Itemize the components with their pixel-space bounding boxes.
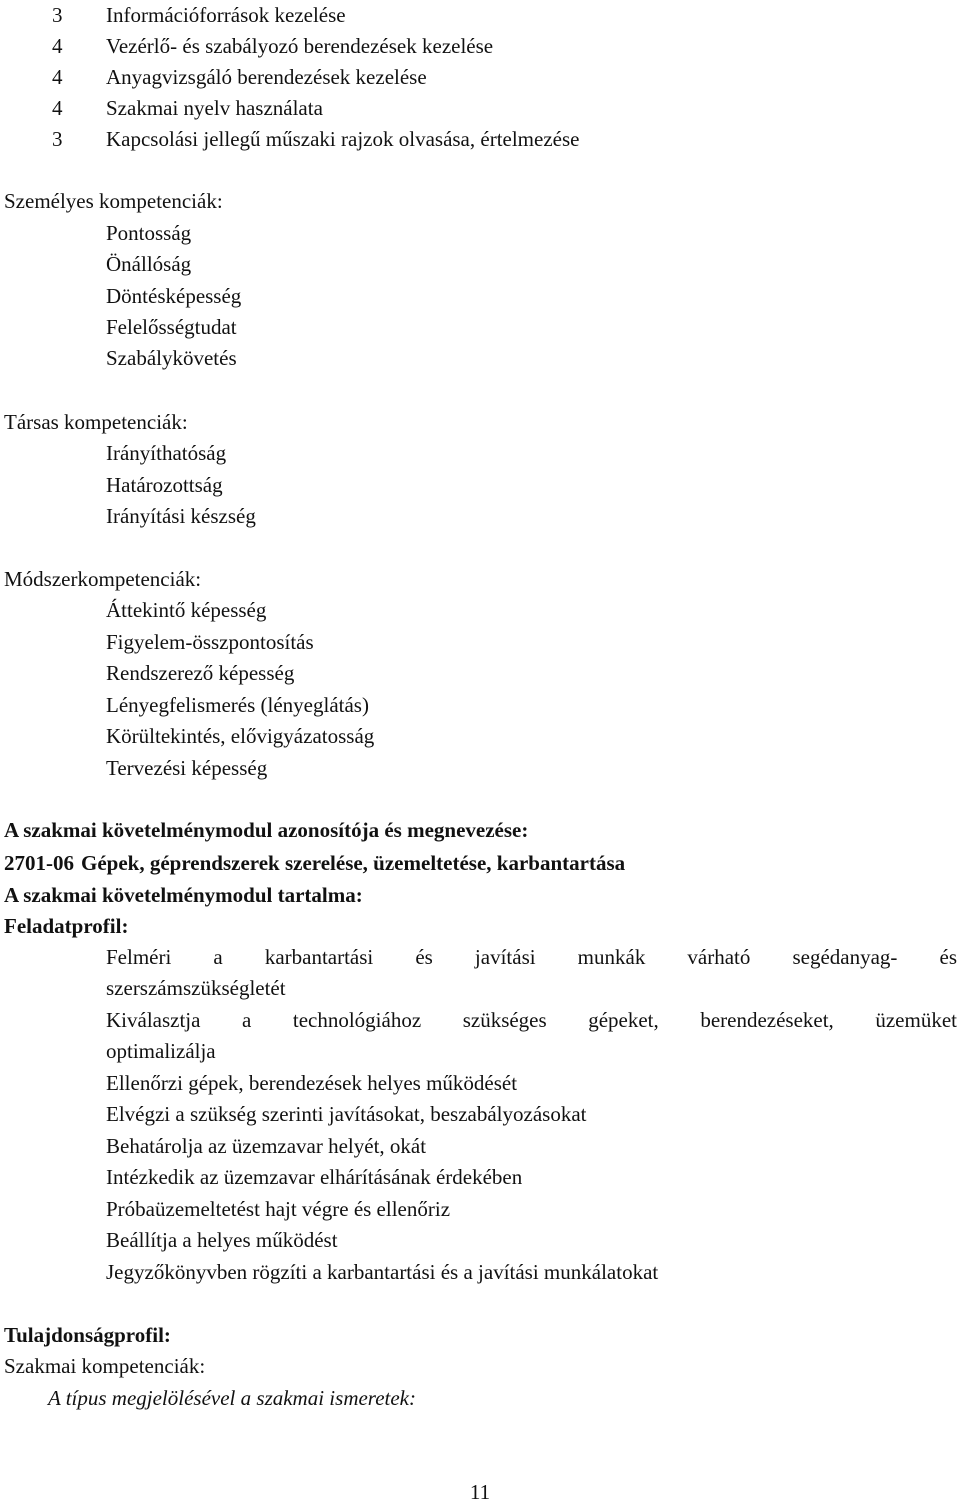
- method-item: [4, 595, 960, 625]
- competency-text: Figyelem-összpontosítás: [106, 630, 314, 654]
- task-text: Intézkedik az üzemzavar elhárításának érdekében: [106, 1165, 523, 1189]
- task-item: [4, 1099, 960, 1129]
- competency-text: Pontosság: [106, 221, 192, 245]
- competency-text: Áttekintő képesség: [106, 598, 267, 622]
- module-title: [4, 848, 960, 878]
- list-item-level: 4: [52, 96, 63, 120]
- method-item: [4, 721, 960, 751]
- task-profile-heading: Feladatprofil:: [4, 914, 129, 938]
- knowledge-text: A típus megjelölésével a szakmai ismeretek:: [48, 1386, 416, 1410]
- list-item: [4, 62, 960, 92]
- task-item-continued: [4, 973, 960, 1003]
- task-item: [4, 1068, 960, 1098]
- social-item: [4, 501, 960, 531]
- social-competencies-heading: Társas kompetenciák:: [4, 410, 188, 434]
- competency-text: Döntésképesség: [106, 284, 242, 308]
- task-item: [4, 1162, 960, 1192]
- personal-competencies-heading: Személyes kompetenciák:: [4, 189, 223, 213]
- task-text: Felméri a karbantartási és javítási munkák várható segédanyag- és: [106, 945, 957, 969]
- task-item: [4, 1005, 960, 1035]
- task-item: [4, 1194, 960, 1224]
- page-number: 11: [469, 1480, 491, 1504]
- task-item: [4, 942, 960, 972]
- module-name: Gépek, géprendszerek szerelése, üzemeltetése, karbantartása: [81, 851, 626, 875]
- social-item: [4, 470, 960, 500]
- method-item: [4, 690, 960, 720]
- competency-text: Szabálykövetés: [106, 346, 237, 370]
- task-item: [4, 1131, 960, 1161]
- competency-text: Rendszerező képesség: [106, 661, 295, 685]
- method-item: [4, 753, 960, 783]
- list-item-text: Kapcsolási jellegű műszaki rajzok olvasása, értelmezése: [106, 127, 580, 151]
- list-item-text: Anyagvizsgáló berendezések kezelése: [106, 65, 427, 89]
- list-item-level: 4: [52, 34, 63, 58]
- personal-item: [4, 343, 960, 373]
- task-text: optimalizálja: [106, 1039, 216, 1063]
- task-text: Jegyzőkönyvben rögzíti a karbantartási és a javítási munkálatokat: [106, 1260, 659, 1284]
- task-item: [4, 1257, 960, 1287]
- list-item-level: 3: [52, 127, 63, 151]
- module-code: 2701-06: [4, 851, 74, 875]
- task-item-continued: [4, 1036, 960, 1066]
- task-text: Kiválasztja a technológiához szükséges gépeket, berendezéseket, üzemüket: [106, 1008, 957, 1032]
- competency-text: Irányíthatóság: [106, 441, 227, 465]
- list-item-level: 4: [52, 65, 63, 89]
- task-text: Beállítja a helyes működést: [106, 1228, 338, 1252]
- social-item: [4, 438, 960, 468]
- competency-text: Felelősségtudat: [106, 315, 237, 339]
- method-item: [4, 627, 960, 657]
- module-id-heading: A szakmai követelménymodul azonosítója és megnevezése:: [4, 818, 529, 842]
- list-item: [4, 0, 960, 30]
- method-competencies-heading: Módszerkompetenciák:: [4, 567, 202, 591]
- personal-item: [4, 218, 960, 248]
- list-item-text: Szakmai nyelv használata: [106, 96, 323, 120]
- list-item: [4, 31, 960, 61]
- module-content-heading: A szakmai követelménymodul tartalma:: [4, 883, 363, 907]
- task-text: Behatárolja az üzemzavar helyét, okát: [106, 1134, 427, 1158]
- task-text: szerszámszükségletét: [106, 976, 286, 1000]
- knowledge-subheading: [4, 1383, 960, 1413]
- method-item: [4, 658, 960, 688]
- personal-item: [4, 249, 960, 279]
- list-item: [4, 124, 960, 154]
- competency-text: Lényegfelismerés (lényeglátás): [106, 693, 369, 717]
- personal-item: [4, 281, 960, 311]
- list-item-text: Információforrások kezelése: [106, 3, 346, 27]
- professional-competencies-heading: Szakmai kompetenciák:: [4, 1354, 206, 1378]
- list-item-level: 3: [52, 3, 63, 27]
- personal-item: [4, 312, 960, 342]
- competency-text: Tervezési képesség: [106, 756, 268, 780]
- competency-text: Körültekintés, elővigyázatosság: [106, 724, 375, 748]
- property-profile-heading: Tulajdonságprofil:: [4, 1323, 171, 1347]
- task-item: [4, 1225, 960, 1255]
- competency-text: Irányítási készség: [106, 504, 256, 528]
- competency-text: Határozottság: [106, 473, 223, 497]
- task-text: Elvégzi a szükség szerinti javításokat, beszabályozásokat: [106, 1102, 587, 1126]
- list-item: [4, 93, 960, 123]
- competency-text: Önállóság: [106, 252, 192, 276]
- task-text: Ellenőrzi gépek, berendezések helyes működését: [106, 1071, 518, 1095]
- list-item-text: Vezérlő- és szabályozó berendezések kezelése: [106, 34, 494, 58]
- task-text: Próbaüzemeltetést hajt végre és ellenőriz: [106, 1197, 451, 1221]
